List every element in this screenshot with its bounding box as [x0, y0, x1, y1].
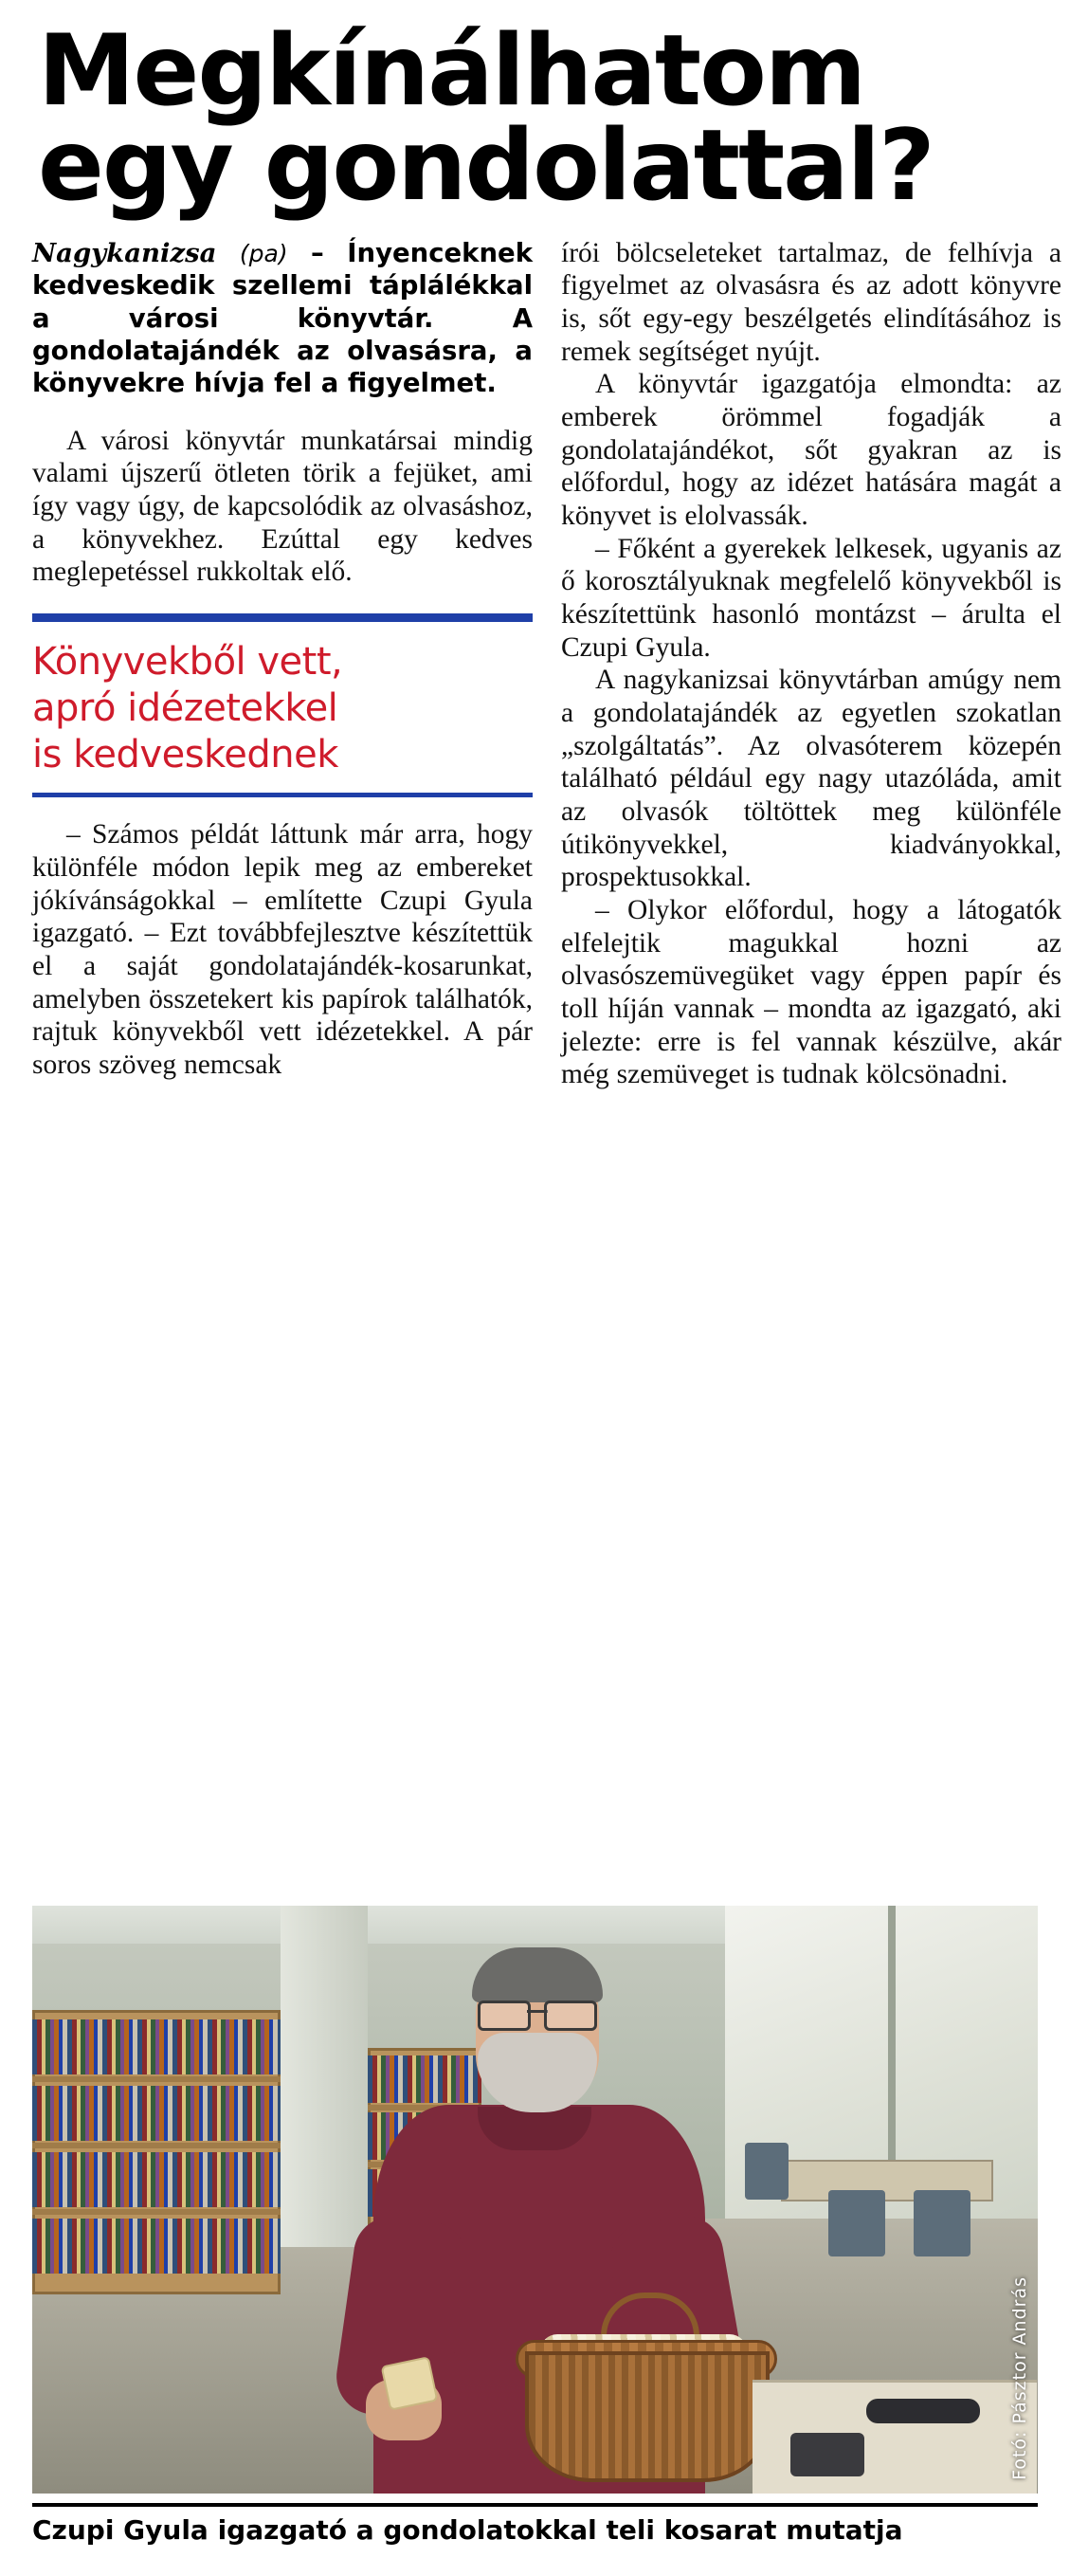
shelf-divider: [32, 2209, 281, 2215]
photo-scene: [32, 1906, 1038, 2494]
shelf-divider: [32, 2143, 281, 2148]
shelf-books-row: [32, 2019, 281, 2074]
eyeglasses-icon: [478, 2001, 597, 2025]
shelf-divider: [32, 2076, 281, 2082]
headline-line-2: egy gondolattal?: [38, 108, 934, 223]
pullquote-line-1: Könyvekből vett,: [32, 639, 343, 684]
lead-text: Ínyenceknek kedveskedik szellemi táplálékkal a városi könyvtár. A gondolatajándék az olvasásra, a könyvekre hívja fel a figyelmet.: [32, 237, 533, 399]
bookshelf-left: [32, 2010, 281, 2294]
person-collar: [478, 2107, 591, 2150]
body-paragraph: A nagykanizsai könyvtárban amúgy nem a gondolatajándék az egyetlen szokatlan „szolgáltatás”. Az olvasóterem közepén található például egy nagy utazóláda, amit az olvasók töltöttek meg különféle útikönyvekkel, kiadványokkal, prospektusokkal.: [561, 665, 1061, 893]
pullquote: [32, 639, 533, 777]
body-paragraph: – Olykor előfordul, hogy a látogatók elfelejtik magukkal hozni az olvasószemüvegüket vagy éppen papír és toll híján vannak – mondta az igazgató, aki jelezte: erre is fel vannak készülve, akár még szemüveget is tudnak kölcsönadni.: [561, 894, 1061, 1090]
eyeglass-lens-left: [478, 2001, 531, 2031]
pullquote-line-2: apró idézetekkel: [32, 685, 338, 730]
photo-credit: Fotó: Pásztor András: [1009, 2276, 1030, 2480]
photo-window-mullion: [888, 1906, 896, 2190]
page-title: [32, 14, 1038, 223]
chair: [914, 2190, 970, 2256]
body-paragraph: – Főként a gyerekek lelkesek, ugyanis az ő korosztályuknak megfelelő könyvekből is készítettünk hasonló montázst – árulta el Czupi Gyula.: [561, 533, 1061, 663]
body-paragraph: írói bölcseleteket tartalmaz, de felhívja a figyelmet az olvasásra és az adott könyvre is, sőt egy-egy beszélgetés elindításához is remek segítséget nyújt.: [561, 237, 1061, 367]
pullquote-line-3: is kedveskednek: [32, 732, 338, 776]
photo-caption: Czupi Gyula igazgató a gondolatokkal teli kosarat mutatja: [32, 2514, 903, 2546]
lead-paragraph: [32, 237, 533, 400]
body-paragraph: A városi könyvtár munkatársai mindig valami újszerű ötleten törik a fejüket, ami így vagy úgy, de kapcsolódik az olvasáshoz, a könyvekhez. Ezúttal egy kedves meglepetéssel rukkoltak elő.: [32, 425, 533, 588]
article-column-right: [561, 237, 1061, 1091]
photo-pillar: [281, 1906, 368, 2247]
phone-icon: [790, 2433, 864, 2476]
caption-divider: [32, 2503, 1038, 2507]
eyeglass-lens-right: [544, 2001, 597, 2031]
person-hair: [472, 1947, 603, 2002]
chair: [745, 2143, 789, 2200]
dateline-place: Nagykanizsa: [32, 237, 217, 268]
article-photo: [32, 1906, 1038, 2494]
shelf-books-row: [32, 2152, 281, 2207]
shelf-books-row: [32, 2219, 281, 2274]
chair: [828, 2190, 885, 2256]
dateline-byline: (pa): [239, 239, 288, 267]
wicker-basket: [525, 2351, 770, 2482]
article-columns: [32, 237, 1061, 1091]
headline-line-1: Megkínálhatom: [38, 14, 865, 128]
shelf-books-row: [368, 2055, 481, 2103]
pullquote-rule-top: [32, 613, 533, 622]
shelf-books-row: [32, 2086, 281, 2141]
article-column-left: [32, 237, 533, 1091]
sunglasses-icon: [866, 2399, 980, 2423]
pullquote-rule-bottom: [32, 793, 533, 797]
body-paragraph: A könyvtár igazgatója elmondta: az emberek örömmel fogadják a gondolatajándékot, sőt gyakran az is előfordul, hogy az idézet hatására magát a könyvet is elolvassák.: [561, 369, 1061, 532]
dateline-dash: –: [287, 237, 348, 268]
body-paragraph: – Számos példát láttunk már arra, hogy különféle módon lepik meg az embereket jókívánságokkal – említette Czupi Gyula igazgató. – Ezt továbbfejlesztve készítettük el a saját gondolatajándék-kosarunkat, amelyben összetekert kis papírok találhatók, rajtuk könyvekből vett idézetekkel. A pár soros szöveg nemcsak: [32, 819, 533, 1080]
